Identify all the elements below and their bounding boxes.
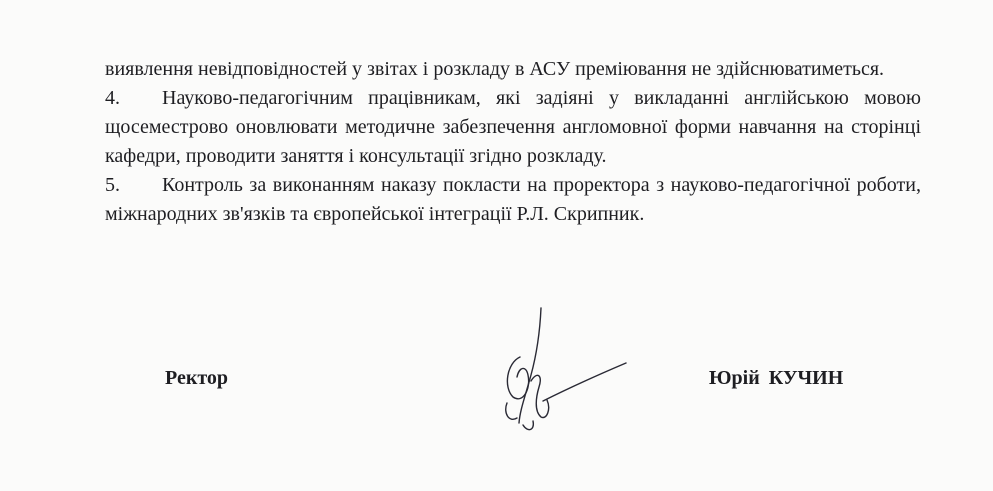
document-body [105,55,921,229]
item-number: 4. [105,87,120,109]
item-text: Науково-педагогічним працівникам, які задіяні у викладанні англійською мовою щосеместрово оновлювати методичне забезпечення англомовної форми навчання на сторінці кафедри, проводити заняття і консультації згідно розкладу. [105,87,921,167]
item-number: 5. [105,174,120,196]
continuation-paragraph: виявлення невідповідностей у звітах і розкладу в АСУ преміювання не здійснюватиметься. [105,58,885,80]
signer-name: Юрій КУЧИН [709,367,844,389]
item-text: Контроль за виконанням наказу покласти на проректора з науково-педагогічної роботи, міжнародних зв'язків та європейської інтеграції Р.Л. Скрипник. [105,174,921,225]
position-label: Ректор [165,367,229,389]
list-item [105,171,921,229]
list-item [105,84,921,171]
handwritten-signature-icon [495,305,630,445]
